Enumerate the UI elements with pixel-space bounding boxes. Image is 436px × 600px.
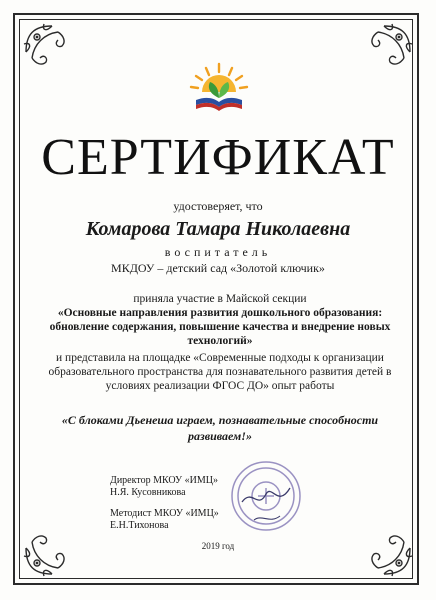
work-topic: «С блоками Дьенеша играем, познавательные способности развиваем!» — [61, 413, 379, 443]
sun-book-logo-icon — [188, 58, 250, 116]
signature-name: Н.Я. Кусовникова — [110, 487, 186, 498]
presentation-text: и представила на площадке «Современные подходы к организации образовательного пространства для познавательного развития детей в условиях реализации ФГОС ДО» опыт работы — [48, 352, 392, 392]
issue-year: 2019 год — [201, 541, 235, 551]
certifies-text: удостоверяет, что — [173, 199, 263, 213]
signature-position: Директор МКОУ «ИМЦ» — [110, 475, 218, 486]
official-stamp-icon — [228, 458, 304, 534]
participation-text: приняла участие в Майской секции — [133, 293, 307, 305]
signature-block — [110, 508, 219, 532]
recipient-name: Комарова Тамара Николаевна — [85, 218, 351, 240]
recipient-organization: МКДОУ – детский сад «Золотой ключик» — [111, 261, 325, 275]
signature-position: Методист МКОУ «ИМЦ» — [110, 508, 219, 519]
corner-ornament-icon — [22, 22, 82, 82]
corner-ornament-icon — [354, 22, 414, 82]
recipient-role: воспитатель — [164, 245, 272, 259]
signature-name: Е.Н.Тихонова — [110, 520, 169, 531]
signature-block — [110, 475, 218, 499]
section-name: «Основные направления развития дошкольного образования: обновление содержания, повышение качества и внедрение новых технологий» — [49, 307, 391, 347]
certificate-title: СЕРТИФИКАТ — [41, 129, 395, 186]
